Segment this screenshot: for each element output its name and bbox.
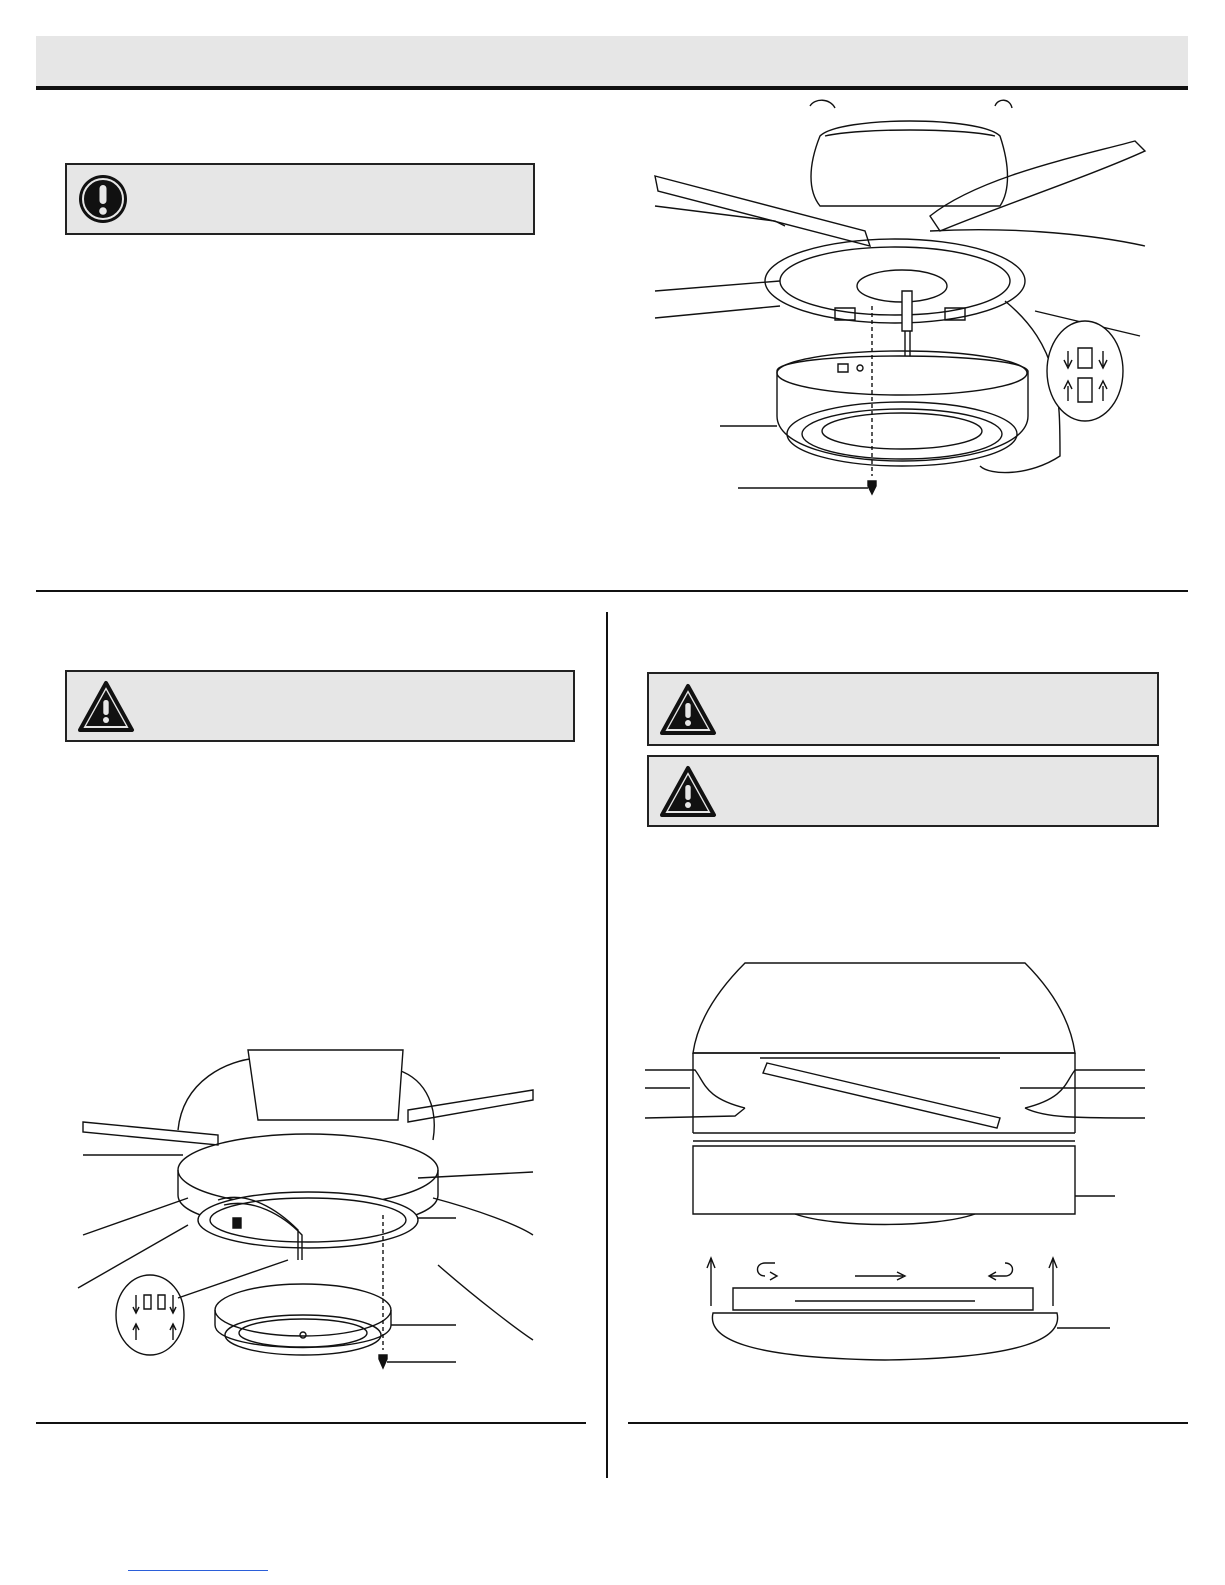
bottom-divider-left (36, 1422, 586, 1424)
screw (379, 1355, 387, 1368)
screw (868, 481, 876, 494)
connector-detail-circle (116, 1275, 184, 1355)
bottom-divider-right (628, 1422, 1188, 1424)
glass-cover-installation-figure (645, 958, 1145, 1368)
warning-box-left (65, 670, 575, 742)
light-housing (693, 1146, 1075, 1214)
light-cover-installation-figure (78, 1050, 538, 1375)
blade (763, 1063, 1000, 1128)
warning-box-right-lower (647, 755, 1159, 827)
warning-box-right-upper (647, 672, 1159, 746)
blade (655, 176, 870, 246)
blade (83, 1122, 218, 1145)
warning-triangle-icon (659, 683, 717, 737)
warning-triangle-icon (77, 680, 135, 734)
motor-dome (693, 963, 1075, 1053)
column-divider (606, 612, 608, 1478)
warning-triangle-icon (659, 765, 717, 819)
footer-link-underline[interactable] (128, 1570, 268, 1571)
fan-housing-assembly-figure (640, 96, 1160, 516)
center-blade (248, 1050, 403, 1120)
section-divider (36, 590, 1188, 592)
page-header-bar (36, 36, 1188, 90)
light-cover (215, 1284, 391, 1336)
mounting-plate (765, 239, 1025, 323)
connector-detail-circle (1047, 321, 1123, 421)
important-notice-box (65, 163, 535, 235)
exclamation-circle-icon (77, 173, 129, 225)
blade (930, 141, 1145, 231)
glass-cover (712, 1313, 1057, 1360)
